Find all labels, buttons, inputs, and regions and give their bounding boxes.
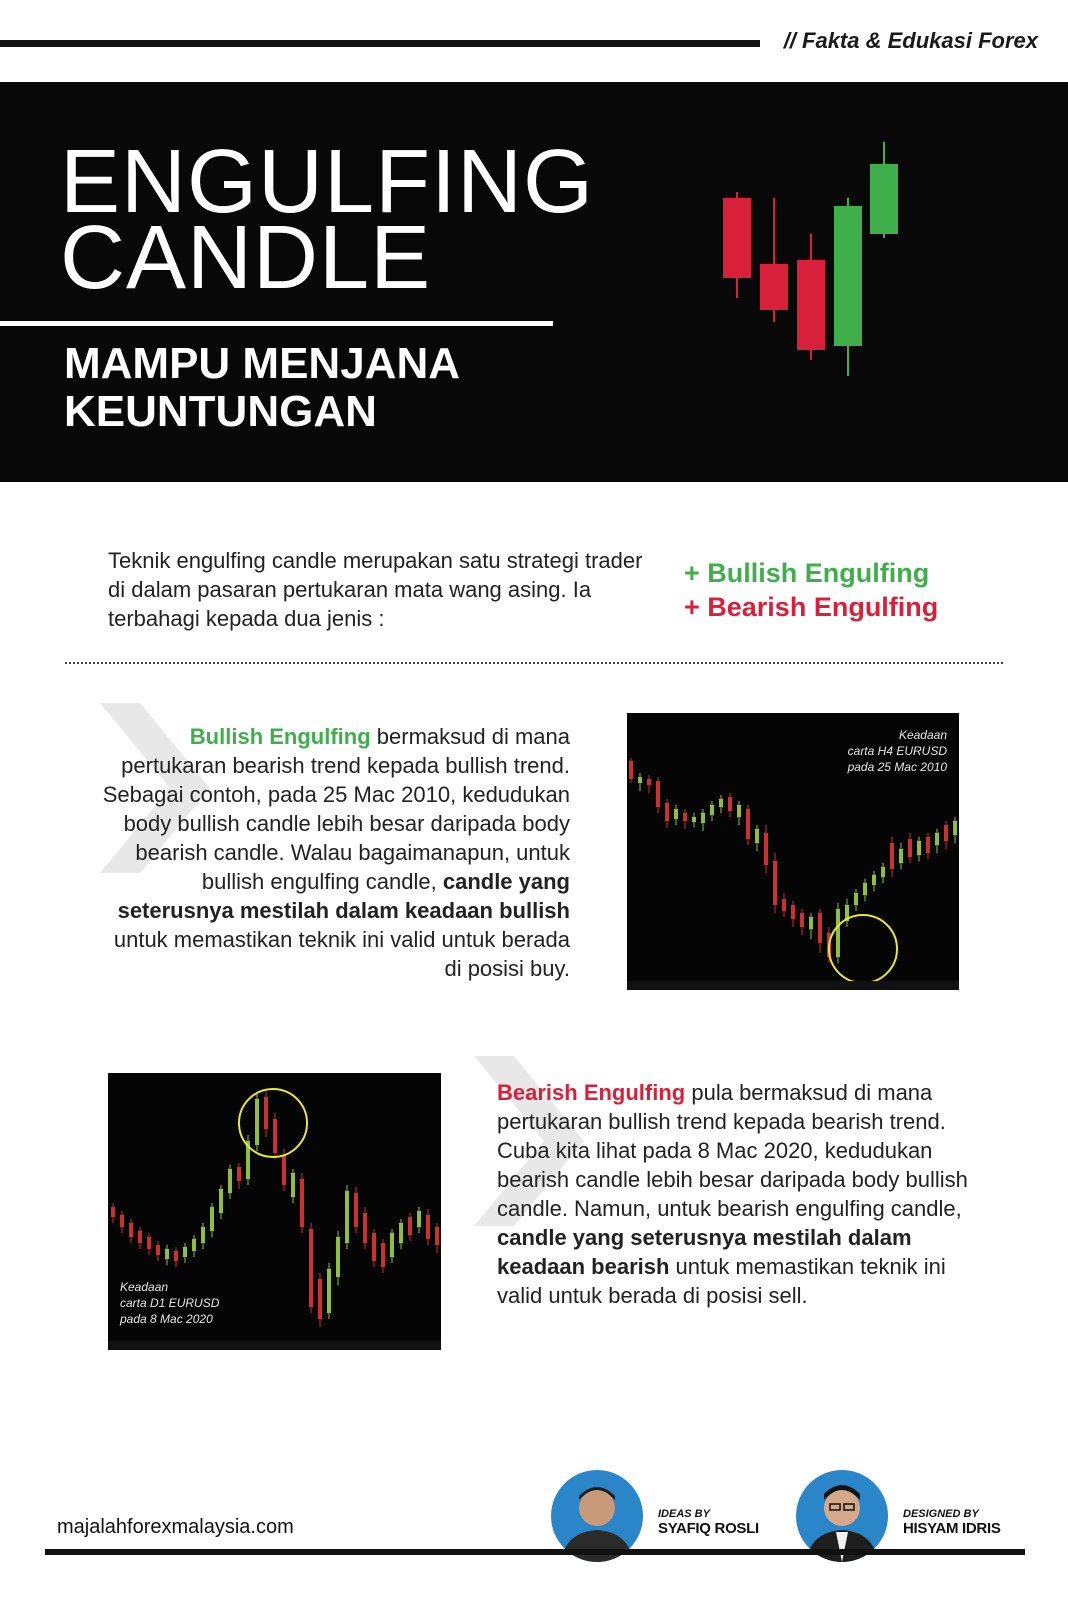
ideas-name: SYAFIQ ROSLI [658,1520,759,1537]
caption-line-2: carta H4 EURUSD [847,744,947,758]
bearish-chart-image [108,1073,441,1350]
bullish-term: Bullish Engulfing [189,724,371,749]
caption-line-2: carta D1 EURUSD [120,1296,220,1310]
candle-2-body [760,264,788,310]
hero-divider [0,321,553,326]
design-name: HISYAM IDRIS [903,1520,1001,1537]
candlestick-illustration [710,140,910,390]
intro-text: Teknik engulfing candle merupakan satu strategi trader di dalam pasaran pertukaran mata wang asing. Ia terbahagi kepada dua jenis : [108,548,643,631]
bearish-term: Bearish Engulfing [497,1080,686,1105]
bearish-paragraph [497,1078,977,1310]
subtitle-line-1: MAMPU MENJANA [64,339,460,388]
caption-line-1: Keadaan [120,1280,169,1294]
caption-line-3: pada 8 Mac 2020 [120,1312,213,1326]
bullish-text-a: bermaksud di mana pertukaran bearish trend kepada bullish trend. Sebagai contoh, pada 25 Mac 2010, kedudukan body bullish candle lebih besar daripada body bearish candle. Walau bagaimanapun, untuk bullish engulfing candle, [102,724,570,894]
page-subtitle [64,340,460,436]
bullish-chart-candles [629,758,957,963]
section-tagline: // Fakta & Edukasi Forex [783,28,1038,53]
ideas-credit [658,1508,759,1537]
bullish-paragraph [100,722,570,983]
bullish-chart-caption [848,727,947,775]
caption-line-3: pada 25 Mac 2010 [847,760,947,774]
time-axis-strip [108,1341,441,1350]
candle-5-body [870,164,898,234]
title-line-1: ENGULFING [60,132,595,232]
design-credit [903,1508,1001,1537]
page-title [60,132,595,308]
candle-1-body [723,198,751,278]
top-rule [0,40,760,47]
bullish-text-b: untuk memastikan teknik ini valid untuk berada di posisi buy. [113,927,570,981]
website-url: majalahforexmalaysia.com [57,1516,294,1538]
bearish-text-a: pula bermaksud di mana pertukaran bullish trend kepada bearish trend. Cuba kita lihat pada 8 Mac 2020, kedudukan bearish candle lebih besar daripada body bullish candle. Namun, untuk bearish engulfing candle, [497,1080,968,1221]
time-axis-strip [627,981,959,990]
bullish-chart-image [627,713,959,990]
footer-rule [45,1549,1025,1555]
engulfing-types [684,556,938,624]
bearish-text-b: untuk memastikan teknik ini valid untuk berada di posisi sell. [497,1254,946,1308]
design-role: DESIGNED BY [903,1508,979,1520]
candle-4-body [834,206,862,346]
type-bearish: + Bearish Engulfing [684,592,939,622]
bearish-chart-caption [120,1279,219,1327]
caption-line-1: Keadaan [898,728,947,742]
candle-3-body [797,260,825,350]
type-bullish: + Bullish Engulfing [684,558,930,588]
subtitle-line-2: KEUNTUNGAN [64,387,377,436]
dotted-divider [65,662,1003,664]
ideas-role: IDEAS BY [658,1508,710,1520]
bearish-bold-text: candle yang seterusnya mestilah dalam keadaan bearish [497,1225,912,1279]
bullish-bold-text: candle yang seterusnya mestilah dalam keadaan bullish [117,869,570,923]
title-line-2: CANDLE [60,208,432,308]
